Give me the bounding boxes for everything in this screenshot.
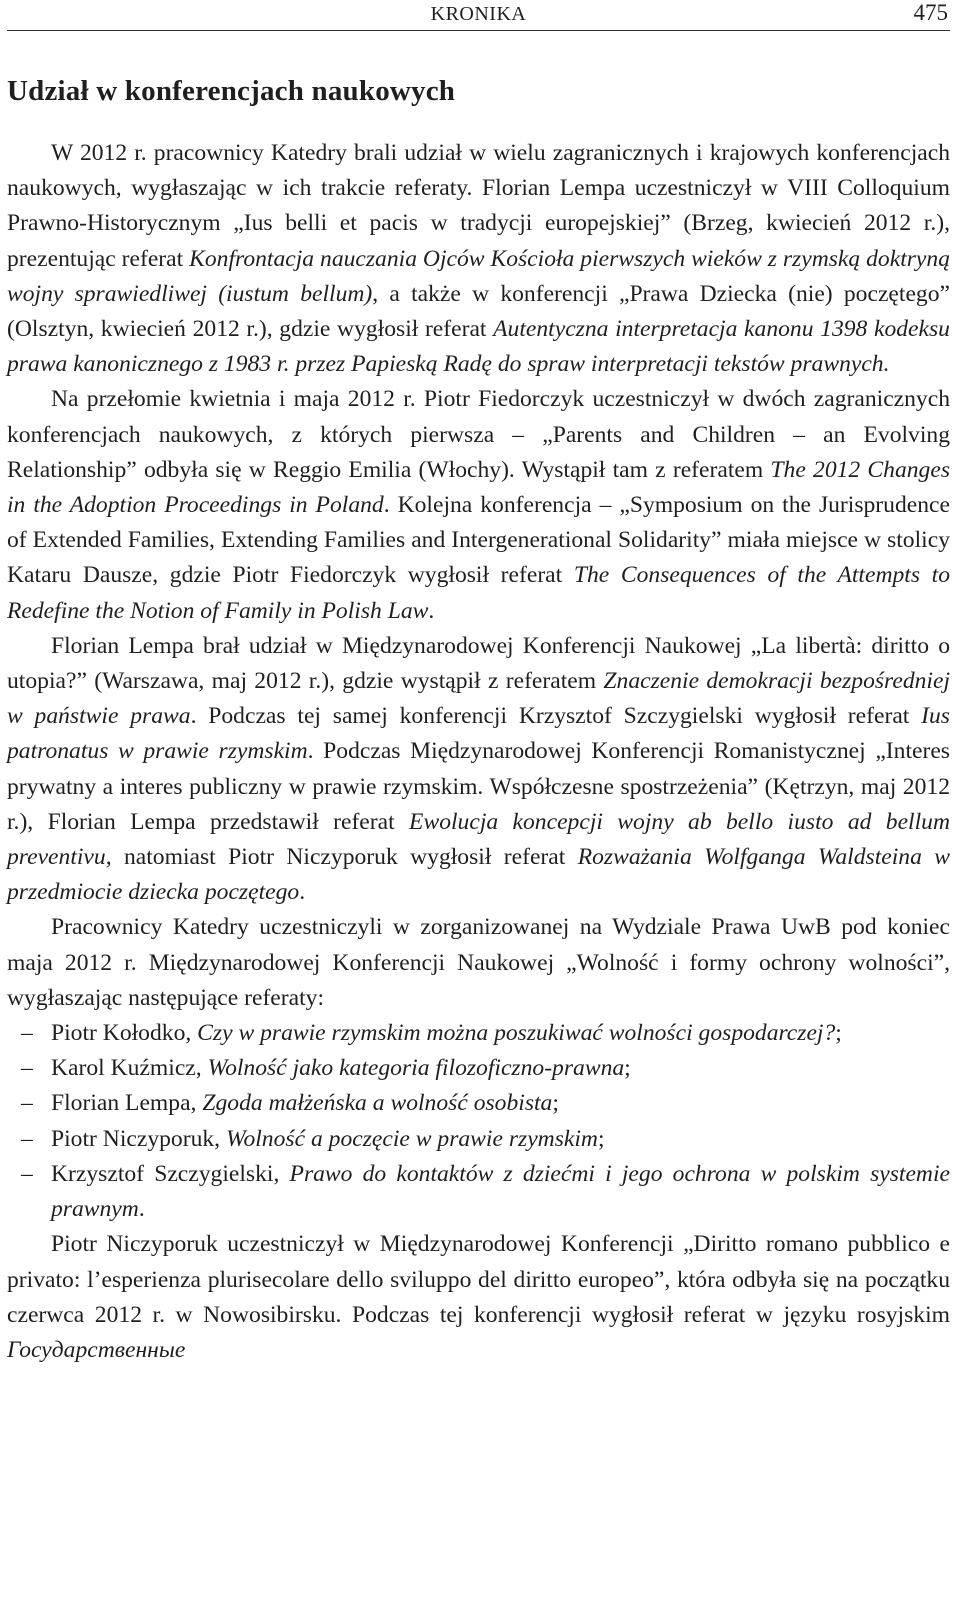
paper-title: Prawo do kontaktów z dziećmi i jego ochrona w polskim systemie prawnym	[51, 1160, 950, 1223]
papers-list	[7, 1016, 950, 1227]
list-item	[7, 1016, 950, 1051]
text-run: , a także w konferencji „Prawa Dziecka (nie) poczętego” (Olsztyn, kwiecień 2012 r.), gdzie wygłosił referat	[7, 280, 950, 343]
list-author: Florian Lempa,	[51, 1090, 203, 1117]
paper-title: Zgoda małżeńska a wolność osobista	[202, 1090, 553, 1117]
list-author: Piotr Kołodko,	[51, 1020, 198, 1047]
paper-title: Znaczenie demokracji bezpośredniej w państwie prawa	[7, 668, 950, 730]
paper-title: Wolność jako kategoria filozoficzno-prawna	[207, 1055, 625, 1082]
section-title: Udział w konferencjach naukowych	[7, 75, 456, 107]
list-dash: –	[21, 1090, 33, 1117]
text-run: , natomiast Piotr Niczyporuk wygłosił referat	[105, 844, 578, 871]
list-end: ;	[552, 1090, 559, 1117]
text-run: .	[428, 597, 435, 624]
text-run: Piotr Niczyporuk uczestniczył w Międzynarodowej Konferencji „Diritto romano pubblico e privato: l’esperienza plurisecolare dello sviluppo del diritto europeo”, która odbyła się na początku czerwca 2012 r. w Nowosibirsku. Podczas tej konferencji wygłosił referat w języku rosyjskim	[7, 1231, 950, 1328]
paper-title: Государственные	[7, 1336, 186, 1363]
paragraph-liberta-conference	[7, 629, 950, 911]
text-run: Florian Lempa brał udział w Międzynarodowej Konferencji Naukowej „La libertà: diritto o utopia?” (Warszawa, maj 2012 r.), gdzie wystąpił z referatem	[7, 632, 950, 695]
paper-title: Czy w prawie rzymskim można poszukiwać wolności gospodarczej?	[197, 1020, 836, 1047]
running-title: KRONIKA	[430, 3, 527, 25]
paragraph-lempa-conferences	[7, 136, 950, 382]
list-item	[7, 1086, 950, 1121]
list-author: Krzysztof Szczygielski,	[51, 1160, 290, 1187]
article-body	[7, 136, 950, 1368]
list-item	[7, 1051, 950, 1086]
paragraph-fiedorczyk-conferences	[7, 382, 950, 628]
page-number: 475	[913, 0, 948, 25]
text-run: Pracownicy Katedry uczestniczyli w zorganizowanej na Wydziale Prawa UwB pod koniec maja 2012 r. Międzynarodowej Konferencji Naukowej „Wolność i formy ochrony wolności”, wygłaszając następujące referaty:	[7, 914, 950, 1011]
list-dash: –	[21, 1125, 33, 1152]
paper-title: Ewolucja koncepcji wojny ab bello iusto ad bellum preventivu	[7, 808, 951, 871]
text-run: .	[299, 879, 306, 906]
list-end: ;	[835, 1020, 842, 1047]
list-dash: –	[21, 1160, 33, 1187]
list-item	[7, 1122, 950, 1157]
paragraph-uwb-conference	[7, 910, 950, 1016]
paper-title: Wolność a poczęcie w prawie rzymskim	[225, 1125, 598, 1152]
text-run: . Podczas tej samej konferencji Krzysztof Szczygielski wygłosił referat	[190, 703, 922, 730]
paper-title: Autentyczna interpretacja kanonu 1398 kodeksu prawa kanonicznego z 1983 r. przez Papieską Radę do spraw interpretacji tekstów prawnych.	[7, 316, 950, 378]
paper-title: Konfrontacja nauczania Ojców Kościoła pierwszych wieków z rzymską doktryną wojny sprawiedliwej (iustum bellum)	[7, 245, 950, 307]
list-dash: –	[21, 1055, 33, 1082]
paragraph-nowosibirsk-conference	[7, 1227, 950, 1368]
list-author: Piotr Niczyporuk,	[51, 1125, 226, 1152]
paper-title: The Consequences of the Attempts to Redefine the Notion of Family in Polish Law	[7, 562, 951, 624]
running-header	[7, 0, 950, 31]
text-run: Na przełomie kwietnia i maja 2012 r. Piotr Fiedorczyk uczestniczył w dwóch zagranicznych konferencjach naukowych, z których pierwsza – „Parents and Children – an Evolving Relationship” odbyła się w Reggio Emilia (Włochy). Wystąpił tam z referatem	[7, 386, 950, 483]
list-item	[7, 1157, 950, 1227]
list-end: ;	[597, 1125, 605, 1152]
text-run: W 2012 r. pracownicy Katedry brali udział w wielu zagranicznych i krajowych konferencjach naukowych, wygłaszając w ich trakcie referaty. Florian Lempa uczestniczył w VIII Colloquium Prawno-Historycznym „Ius belli et pacis w tradycji europejskiej” (Brzeg, kwiecień 2012 r.), prezentując referat	[7, 140, 950, 272]
paper-title: Ius patronatus w prawie rzymskim	[7, 703, 950, 765]
paper-title: The 2012 Changes in the Adoption Proceedings in Poland	[7, 456, 950, 519]
text-run: . Kolejna konferencja – „Symposium on the Jurisprudence of Extended Families, Extending Families and Intergenerational Solidarity” miała miejsce w stolicy Kataru Dausze, gdzie Piotr Fiedorczyk wygłosił referat	[7, 492, 950, 589]
text-run: . Podczas Międzynarodowej Konferencji Romanistycznej „Interes prywatny a interes publiczny w prawie rzymskim. Współczesne spostrzeżenia” (Kętrzyn, maj 2012 r.), Florian Lempa przedstawił referat	[7, 738, 950, 835]
list-end: ;	[624, 1055, 631, 1082]
list-dash: –	[21, 1020, 33, 1047]
list-end: .	[138, 1196, 145, 1223]
paper-title: Rozważania Wolfganga Waldsteina w przedmiocie dziecka poczętego	[7, 844, 951, 906]
list-author: Karol Kuźmicz,	[51, 1055, 208, 1082]
